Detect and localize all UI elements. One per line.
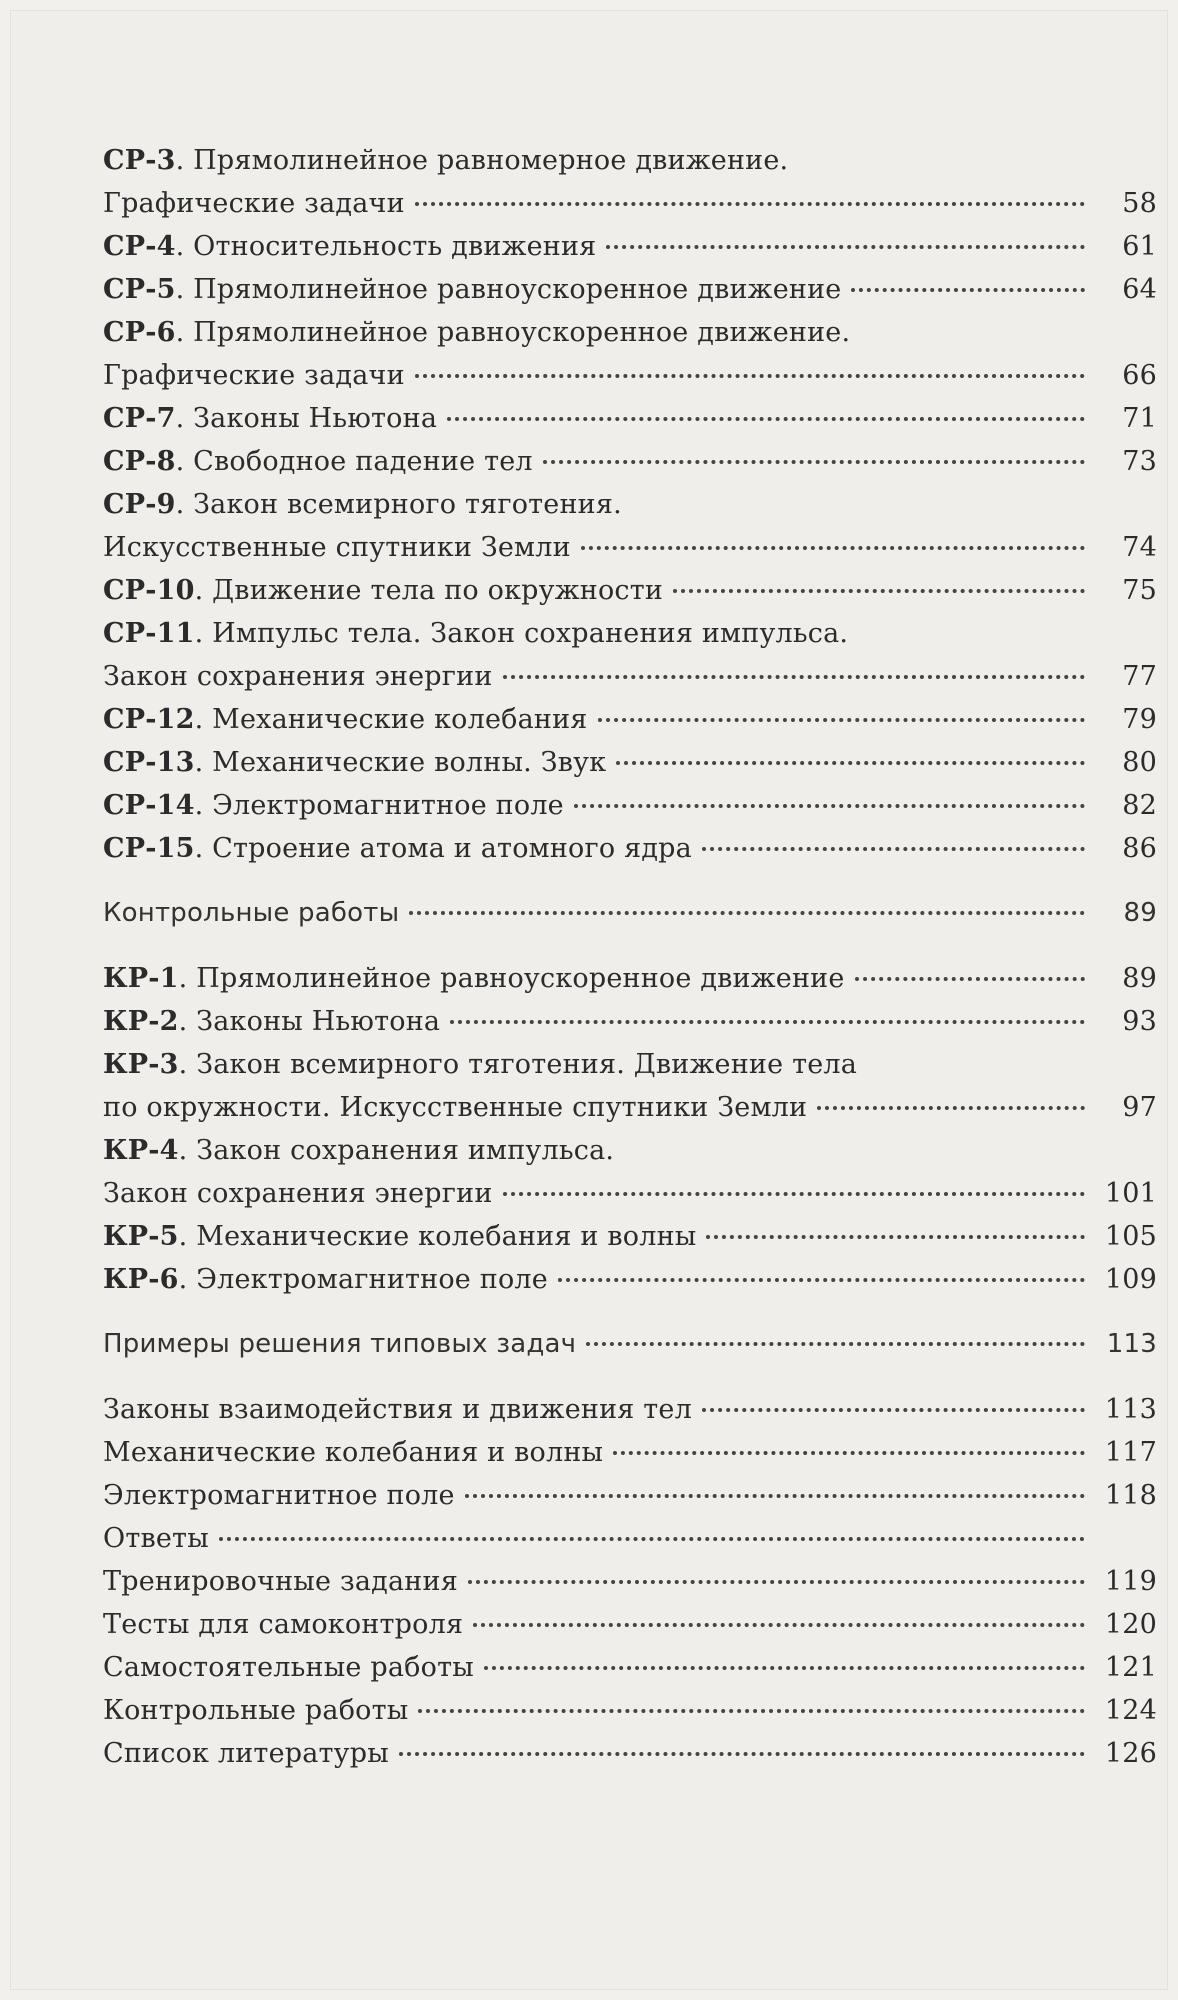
dot-leader (598, 718, 1085, 722)
entry-title: Электромагнитное поле (103, 1480, 455, 1511)
dot-leader (415, 202, 1085, 206)
toc-section-examples (103, 1323, 1157, 1366)
page-number: 101 (1104, 1178, 1157, 1209)
dot-leader (503, 1192, 1085, 1196)
entry-title: . Закон всемирного тяготения. Движение тела (178, 1049, 858, 1080)
toc-entry-cr8 (103, 440, 1157, 483)
entry-code: СР-5 (103, 274, 176, 305)
toc-entry-kr3 (103, 1043, 1157, 1129)
page-number: 117 (1104, 1437, 1157, 1468)
dot-leader (399, 1752, 1085, 1756)
entry-code: СР-11 (103, 618, 195, 649)
entry-title: . Закон всемирного тяготения. (175, 489, 622, 520)
entry-title: . Прямолинейное равномерное движение. (175, 145, 789, 176)
entry-title-continued: Закон сохранения энергии (103, 1178, 493, 1209)
page-number: 80 (1122, 747, 1157, 778)
entry-code: КР-2 (103, 1006, 179, 1037)
entry-title: Ответы (103, 1523, 209, 1554)
dot-leader (503, 675, 1085, 679)
entry-code: СР-10 (103, 575, 195, 606)
dot-leader (409, 911, 1085, 915)
toc-entry-kr4 (103, 1129, 1157, 1215)
page-number: 89 (1122, 963, 1157, 994)
entry-title: Законы взаимодействия и движения тел (103, 1394, 692, 1425)
page-number: 97 (1122, 1092, 1157, 1123)
dot-leader (673, 589, 1085, 593)
page-number: 79 (1122, 704, 1157, 735)
entry-title-continued: Искусственные спутники Земли (103, 532, 571, 563)
page-number: 77 (1122, 661, 1157, 692)
toc-entry-answers (103, 1517, 1157, 1560)
page-number: 75 (1122, 575, 1157, 606)
entry-code: КР-4 (103, 1135, 179, 1166)
toc-entry-literature (103, 1732, 1157, 1775)
page-number: 113 (1106, 1329, 1157, 1359)
dot-leader (484, 1666, 1085, 1670)
entry-title: Самостоятельные работы (103, 1652, 474, 1683)
page-number: 119 (1104, 1566, 1157, 1597)
entry-title: . Электромагнитное поле (194, 790, 564, 821)
dot-leader (702, 1408, 1085, 1412)
page-number: 118 (1104, 1480, 1157, 1511)
entry-code: СР-3 (103, 145, 176, 176)
dot-leader (817, 1106, 1085, 1110)
page-number: 71 (1122, 403, 1157, 434)
entry-title: . Механические волны. Звук (194, 747, 607, 778)
section-title: Примеры решения типовых задач (103, 1329, 577, 1359)
toc-section-control-works (103, 892, 1157, 935)
toc-entry-kr5 (103, 1215, 1157, 1258)
page-number: 109 (1104, 1264, 1157, 1295)
dot-leader (543, 460, 1085, 464)
dot-leader (851, 288, 1085, 292)
entry-code: СР-6 (103, 317, 176, 348)
toc-entry-ans1 (103, 1560, 1157, 1603)
page-number: 89 (1123, 898, 1157, 928)
entry-title: . Импульс тела. Закон сохранения импульса. (194, 618, 849, 649)
entry-code: СР-9 (103, 489, 176, 520)
page-number: 105 (1104, 1221, 1157, 1252)
toc-entry-cr7 (103, 397, 1157, 440)
entry-title: . Механические колебания (194, 704, 588, 735)
dot-leader (574, 804, 1085, 808)
toc-entry-cr11 (103, 612, 1157, 698)
entry-code: СР-7 (103, 403, 176, 434)
page-number: 121 (1104, 1652, 1157, 1683)
page-number: 73 (1122, 446, 1157, 477)
page-number: 74 (1122, 532, 1157, 563)
toc-entry-ans2 (103, 1603, 1157, 1646)
entry-code: КР-1 (103, 963, 179, 994)
entry-code: КР-6 (103, 1264, 179, 1295)
page-number: 64 (1122, 274, 1157, 305)
entry-title: . Законы Ньютона (178, 1006, 441, 1037)
toc-entry-cr9 (103, 483, 1157, 569)
toc-entry-kr1 (103, 957, 1157, 1000)
entry-code: СР-15 (103, 833, 195, 864)
toc-entry-cr10 (103, 569, 1157, 612)
page-number: 66 (1122, 360, 1157, 391)
entry-title: . Прямолинейное равноускоренное движение (175, 274, 842, 305)
entry-title-continued: Закон сохранения энергии (103, 661, 493, 692)
dot-leader (616, 761, 1085, 765)
dot-leader (447, 417, 1085, 421)
page-number: 82 (1122, 790, 1157, 821)
page-number: 113 (1104, 1394, 1157, 1425)
dot-leader (702, 847, 1085, 851)
dot-leader (558, 1278, 1085, 1282)
dot-leader (581, 546, 1085, 550)
toc-entry-cr13 (103, 741, 1157, 784)
entry-title: Тесты для самоконтроля (103, 1609, 464, 1640)
dot-leader (418, 1709, 1085, 1713)
entry-title: . Прямолинейное равноускоренное движение (178, 963, 845, 994)
toc-entry-kr6 (103, 1258, 1157, 1301)
entry-code: СР-13 (103, 747, 195, 778)
toc-entry-cr3 (103, 139, 1157, 225)
toc-entry-ans3 (103, 1646, 1157, 1689)
entry-title: Список литературы (103, 1738, 389, 1769)
dot-leader (613, 1451, 1085, 1455)
toc-entry-cr4 (103, 225, 1157, 268)
toc-entry-cr15 (103, 827, 1157, 870)
dot-leader (465, 1494, 1085, 1498)
dot-leader (450, 1020, 1085, 1024)
page-number: 124 (1104, 1695, 1157, 1726)
entry-title: Тренировочные задания (103, 1566, 458, 1597)
section-title: Контрольные работы (103, 898, 400, 928)
toc-entry-ex3 (103, 1474, 1157, 1517)
entry-title: . Строение атома и атомного ядра (194, 833, 692, 864)
entry-title: . Прямолинейное равноускоренное движение. (175, 317, 851, 348)
toc-entry-ex2 (103, 1431, 1157, 1474)
entry-title: . Движение тела по окружности (194, 575, 664, 606)
dot-leader (219, 1537, 1085, 1541)
entry-code: СР-14 (103, 790, 195, 821)
toc-entry-cr14 (103, 784, 1157, 827)
page-number: 86 (1122, 833, 1157, 864)
entry-code: СР-8 (103, 446, 176, 477)
dot-leader (468, 1580, 1085, 1584)
dot-leader (586, 1342, 1085, 1346)
toc-entry-cr6 (103, 311, 1157, 397)
entry-title-continued: Графические задачи (103, 360, 405, 391)
entry-title: Механические колебания и волны (103, 1437, 604, 1468)
page-number: 126 (1104, 1738, 1157, 1769)
entry-code: КР-3 (103, 1049, 179, 1080)
entry-title-continued: по окружности. Искусственные спутники Земли (103, 1092, 808, 1123)
entry-title: . Относительность движения (175, 231, 597, 262)
entry-code: СР-4 (103, 231, 176, 262)
page-number: 120 (1104, 1609, 1157, 1640)
entry-title-continued: Графические задачи (103, 188, 405, 219)
page-number: 61 (1122, 231, 1157, 262)
table-of-contents (103, 139, 1157, 1775)
toc-entry-ex1 (103, 1388, 1157, 1431)
dot-leader (706, 1235, 1085, 1239)
entry-title: Контрольные работы (103, 1695, 409, 1726)
toc-entry-ans4 (103, 1689, 1157, 1732)
entry-code: КР-5 (103, 1221, 179, 1252)
entry-code: СР-12 (103, 704, 195, 735)
entry-title: . Закон сохранения импульса. (178, 1135, 615, 1166)
entry-title: . Электромагнитное поле (178, 1264, 548, 1295)
page-number: 58 (1122, 188, 1157, 219)
dot-leader (415, 374, 1085, 378)
toc-entry-cr5 (103, 268, 1157, 311)
dot-leader (606, 245, 1085, 249)
toc-entry-kr2 (103, 1000, 1157, 1043)
entry-title: . Законы Ньютона (175, 403, 438, 434)
dot-leader (855, 977, 1085, 981)
toc-entry-cr12 (103, 698, 1157, 741)
entry-title: . Механические колебания и волны (178, 1221, 697, 1252)
dot-leader (473, 1623, 1085, 1627)
page-number: 93 (1122, 1006, 1157, 1037)
entry-title: . Свободное падение тел (175, 446, 533, 477)
book-page (10, 10, 1168, 1990)
